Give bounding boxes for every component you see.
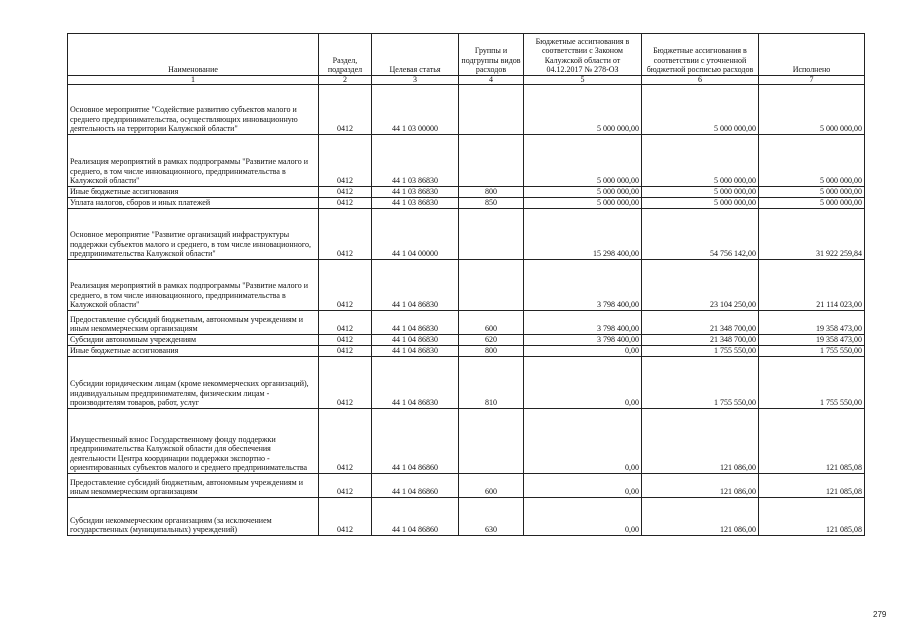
row-name: Предоставление субсидий бюджетным, автономным учреждениям и иным некоммерческим организациям <box>68 474 319 498</box>
row-executed-amount: 121 085,08 <box>759 498 865 536</box>
row-group <box>459 209 524 260</box>
row-refined-amount: 5 000 000,00 <box>642 135 759 187</box>
row-target: 44 1 03 86830 <box>372 187 459 198</box>
row-refined-amount: 5 000 000,00 <box>642 187 759 198</box>
row-refined-amount: 121 086,00 <box>642 474 759 498</box>
row-target: 44 1 04 86830 <box>372 260 459 311</box>
row-target: 44 1 03 86830 <box>372 135 459 187</box>
table-row <box>68 311 865 335</box>
column-number: 3 <box>372 76 459 85</box>
row-refined-amount: 5 000 000,00 <box>642 85 759 135</box>
row-group: 600 <box>459 474 524 498</box>
column-number: 7 <box>759 76 865 85</box>
row-target: 44 1 04 86830 <box>372 357 459 409</box>
column-number-row <box>68 76 865 85</box>
row-group: 620 <box>459 335 524 346</box>
table-row <box>68 357 865 409</box>
row-group <box>459 85 524 135</box>
row-law-amount: 0,00 <box>524 498 642 536</box>
row-target: 44 1 04 86860 <box>372 474 459 498</box>
table-row <box>68 209 865 260</box>
table-row <box>68 187 865 198</box>
table-row <box>68 346 865 357</box>
row-law-amount: 5 000 000,00 <box>524 135 642 187</box>
row-group <box>459 260 524 311</box>
row-executed-amount: 5 000 000,00 <box>759 198 865 209</box>
row-section: 0412 <box>319 498 372 536</box>
row-law-amount: 3 798 400,00 <box>524 335 642 346</box>
row-refined-amount: 23 104 250,00 <box>642 260 759 311</box>
row-section: 0412 <box>319 474 372 498</box>
row-target: 44 1 03 00000 <box>372 85 459 135</box>
column-number: 5 <box>524 76 642 85</box>
row-law-amount: 0,00 <box>524 409 642 474</box>
row-section: 0412 <box>319 311 372 335</box>
row-section: 0412 <box>319 198 372 209</box>
row-section: 0412 <box>319 85 372 135</box>
table-row <box>68 135 865 187</box>
row-group: 800 <box>459 187 524 198</box>
row-name: Субсидии автономным учреждениям <box>68 335 319 346</box>
header-groups: Группы и подгруппы видов расходов <box>459 34 524 76</box>
row-section: 0412 <box>319 209 372 260</box>
table-row <box>68 198 865 209</box>
row-refined-amount: 54 756 142,00 <box>642 209 759 260</box>
row-group <box>459 135 524 187</box>
table-row <box>68 474 865 498</box>
row-law-amount: 3 798 400,00 <box>524 311 642 335</box>
row-law-amount: 0,00 <box>524 474 642 498</box>
row-name: Субсидии юридическим лицам (кроме некоммерческих организаций), индивидуальным предпринимателям, физическим лицам - производителям товаров, работ, услуг <box>68 357 319 409</box>
column-number: 1 <box>68 76 319 85</box>
table-row <box>68 498 865 536</box>
row-section: 0412 <box>319 357 372 409</box>
row-refined-amount: 121 086,00 <box>642 409 759 474</box>
row-group: 600 <box>459 311 524 335</box>
row-law-amount: 0,00 <box>524 357 642 409</box>
header-refined: Бюджетные ассигнования в соответствии с уточненной бюджетной росписью расходов <box>642 34 759 76</box>
row-name: Предоставление субсидий бюджетным, автономным учреждениям и иным некоммерческим организациям <box>68 311 319 335</box>
row-section: 0412 <box>319 187 372 198</box>
row-target: 44 1 04 86830 <box>372 311 459 335</box>
row-executed-amount: 19 358 473,00 <box>759 311 865 335</box>
row-name: Иные бюджетные ассигнования <box>68 346 319 357</box>
row-name: Уплата налогов, сборов и иных платежей <box>68 198 319 209</box>
row-target: 44 1 04 86860 <box>372 498 459 536</box>
row-executed-amount: 5 000 000,00 <box>759 135 865 187</box>
row-law-amount: 5 000 000,00 <box>524 187 642 198</box>
row-target: 44 1 04 86830 <box>372 335 459 346</box>
row-law-amount: 5 000 000,00 <box>524 198 642 209</box>
row-group: 850 <box>459 198 524 209</box>
row-target: 44 1 04 00000 <box>372 209 459 260</box>
row-executed-amount: 21 114 023,00 <box>759 260 865 311</box>
header-target: Целевая статья <box>372 34 459 76</box>
row-refined-amount: 21 348 700,00 <box>642 311 759 335</box>
row-name: Основное мероприятие "Развитие организаций инфраструктуры поддержки субъектов малого и среднего, в том числе инновационного, предпринимательства Калужской области" <box>68 209 319 260</box>
row-refined-amount: 121 086,00 <box>642 498 759 536</box>
row-section: 0412 <box>319 260 372 311</box>
row-refined-amount: 5 000 000,00 <box>642 198 759 209</box>
header-name: Наименование <box>68 34 319 76</box>
row-law-amount: 15 298 400,00 <box>524 209 642 260</box>
row-section: 0412 <box>319 409 372 474</box>
row-name: Субсидии некоммерческим организациям (за исключением государственных (муниципальных) учреждений) <box>68 498 319 536</box>
table-row <box>68 260 865 311</box>
table-row <box>68 335 865 346</box>
row-executed-amount: 1 755 550,00 <box>759 346 865 357</box>
row-group: 800 <box>459 346 524 357</box>
row-name: Реализация мероприятий в рамках подпрограммы "Развитие малого и среднего, в том числе инновационного, предпринимательства в Калужской области" <box>68 135 319 187</box>
table-row <box>68 409 865 474</box>
row-name: Иные бюджетные ассигнования <box>68 187 319 198</box>
row-name: Основное мероприятие "Содействие развитию субъектов малого и среднего предпринимательства, осуществляющих инновационную деятельность на территории Калужской области" <box>68 85 319 135</box>
row-executed-amount: 31 922 259,84 <box>759 209 865 260</box>
row-executed-amount: 5 000 000,00 <box>759 85 865 135</box>
row-section: 0412 <box>319 335 372 346</box>
row-law-amount: 3 798 400,00 <box>524 260 642 311</box>
column-number: 2 <box>319 76 372 85</box>
row-executed-amount: 121 085,08 <box>759 409 865 474</box>
table-row <box>68 85 865 135</box>
row-target: 44 1 04 86830 <box>372 346 459 357</box>
row-section: 0412 <box>319 346 372 357</box>
column-number: 6 <box>642 76 759 85</box>
row-law-amount: 0,00 <box>524 346 642 357</box>
row-refined-amount: 1 755 550,00 <box>642 346 759 357</box>
row-target: 44 1 04 86860 <box>372 409 459 474</box>
row-section: 0412 <box>319 135 372 187</box>
row-refined-amount: 1 755 550,00 <box>642 357 759 409</box>
row-executed-amount: 5 000 000,00 <box>759 187 865 198</box>
row-target: 44 1 03 86830 <box>372 198 459 209</box>
row-name: Реализация мероприятий в рамках подпрограммы "Развитие малого и среднего, в том числе инновационного, предпринимательства в Калужской области" <box>68 260 319 311</box>
row-name: Имущественный взнос Государственному фонду поддержки предпринимательства Калужской области для обеспечения деятельности Центра координации поддержки экспортно - ориентированных субъектов малого и среднего предпринимательства <box>68 409 319 474</box>
row-executed-amount: 121 085,08 <box>759 474 865 498</box>
row-executed-amount: 1 755 550,00 <box>759 357 865 409</box>
header-section: Раздел, подраздел <box>319 34 372 76</box>
header-executed: Исполнено <box>759 34 865 76</box>
row-executed-amount: 19 358 473,00 <box>759 335 865 346</box>
row-refined-amount: 21 348 700,00 <box>642 335 759 346</box>
row-law-amount: 5 000 000,00 <box>524 85 642 135</box>
row-group: 810 <box>459 357 524 409</box>
header-law: Бюджетные ассигнования в соответствии с Законом Калужской области от 04.12.2017 № 278-ОЗ <box>524 34 642 76</box>
row-group <box>459 409 524 474</box>
budget-table <box>67 33 865 536</box>
header-row <box>68 34 865 76</box>
page-number: 279 <box>873 610 887 619</box>
column-number: 4 <box>459 76 524 85</box>
row-group: 630 <box>459 498 524 536</box>
